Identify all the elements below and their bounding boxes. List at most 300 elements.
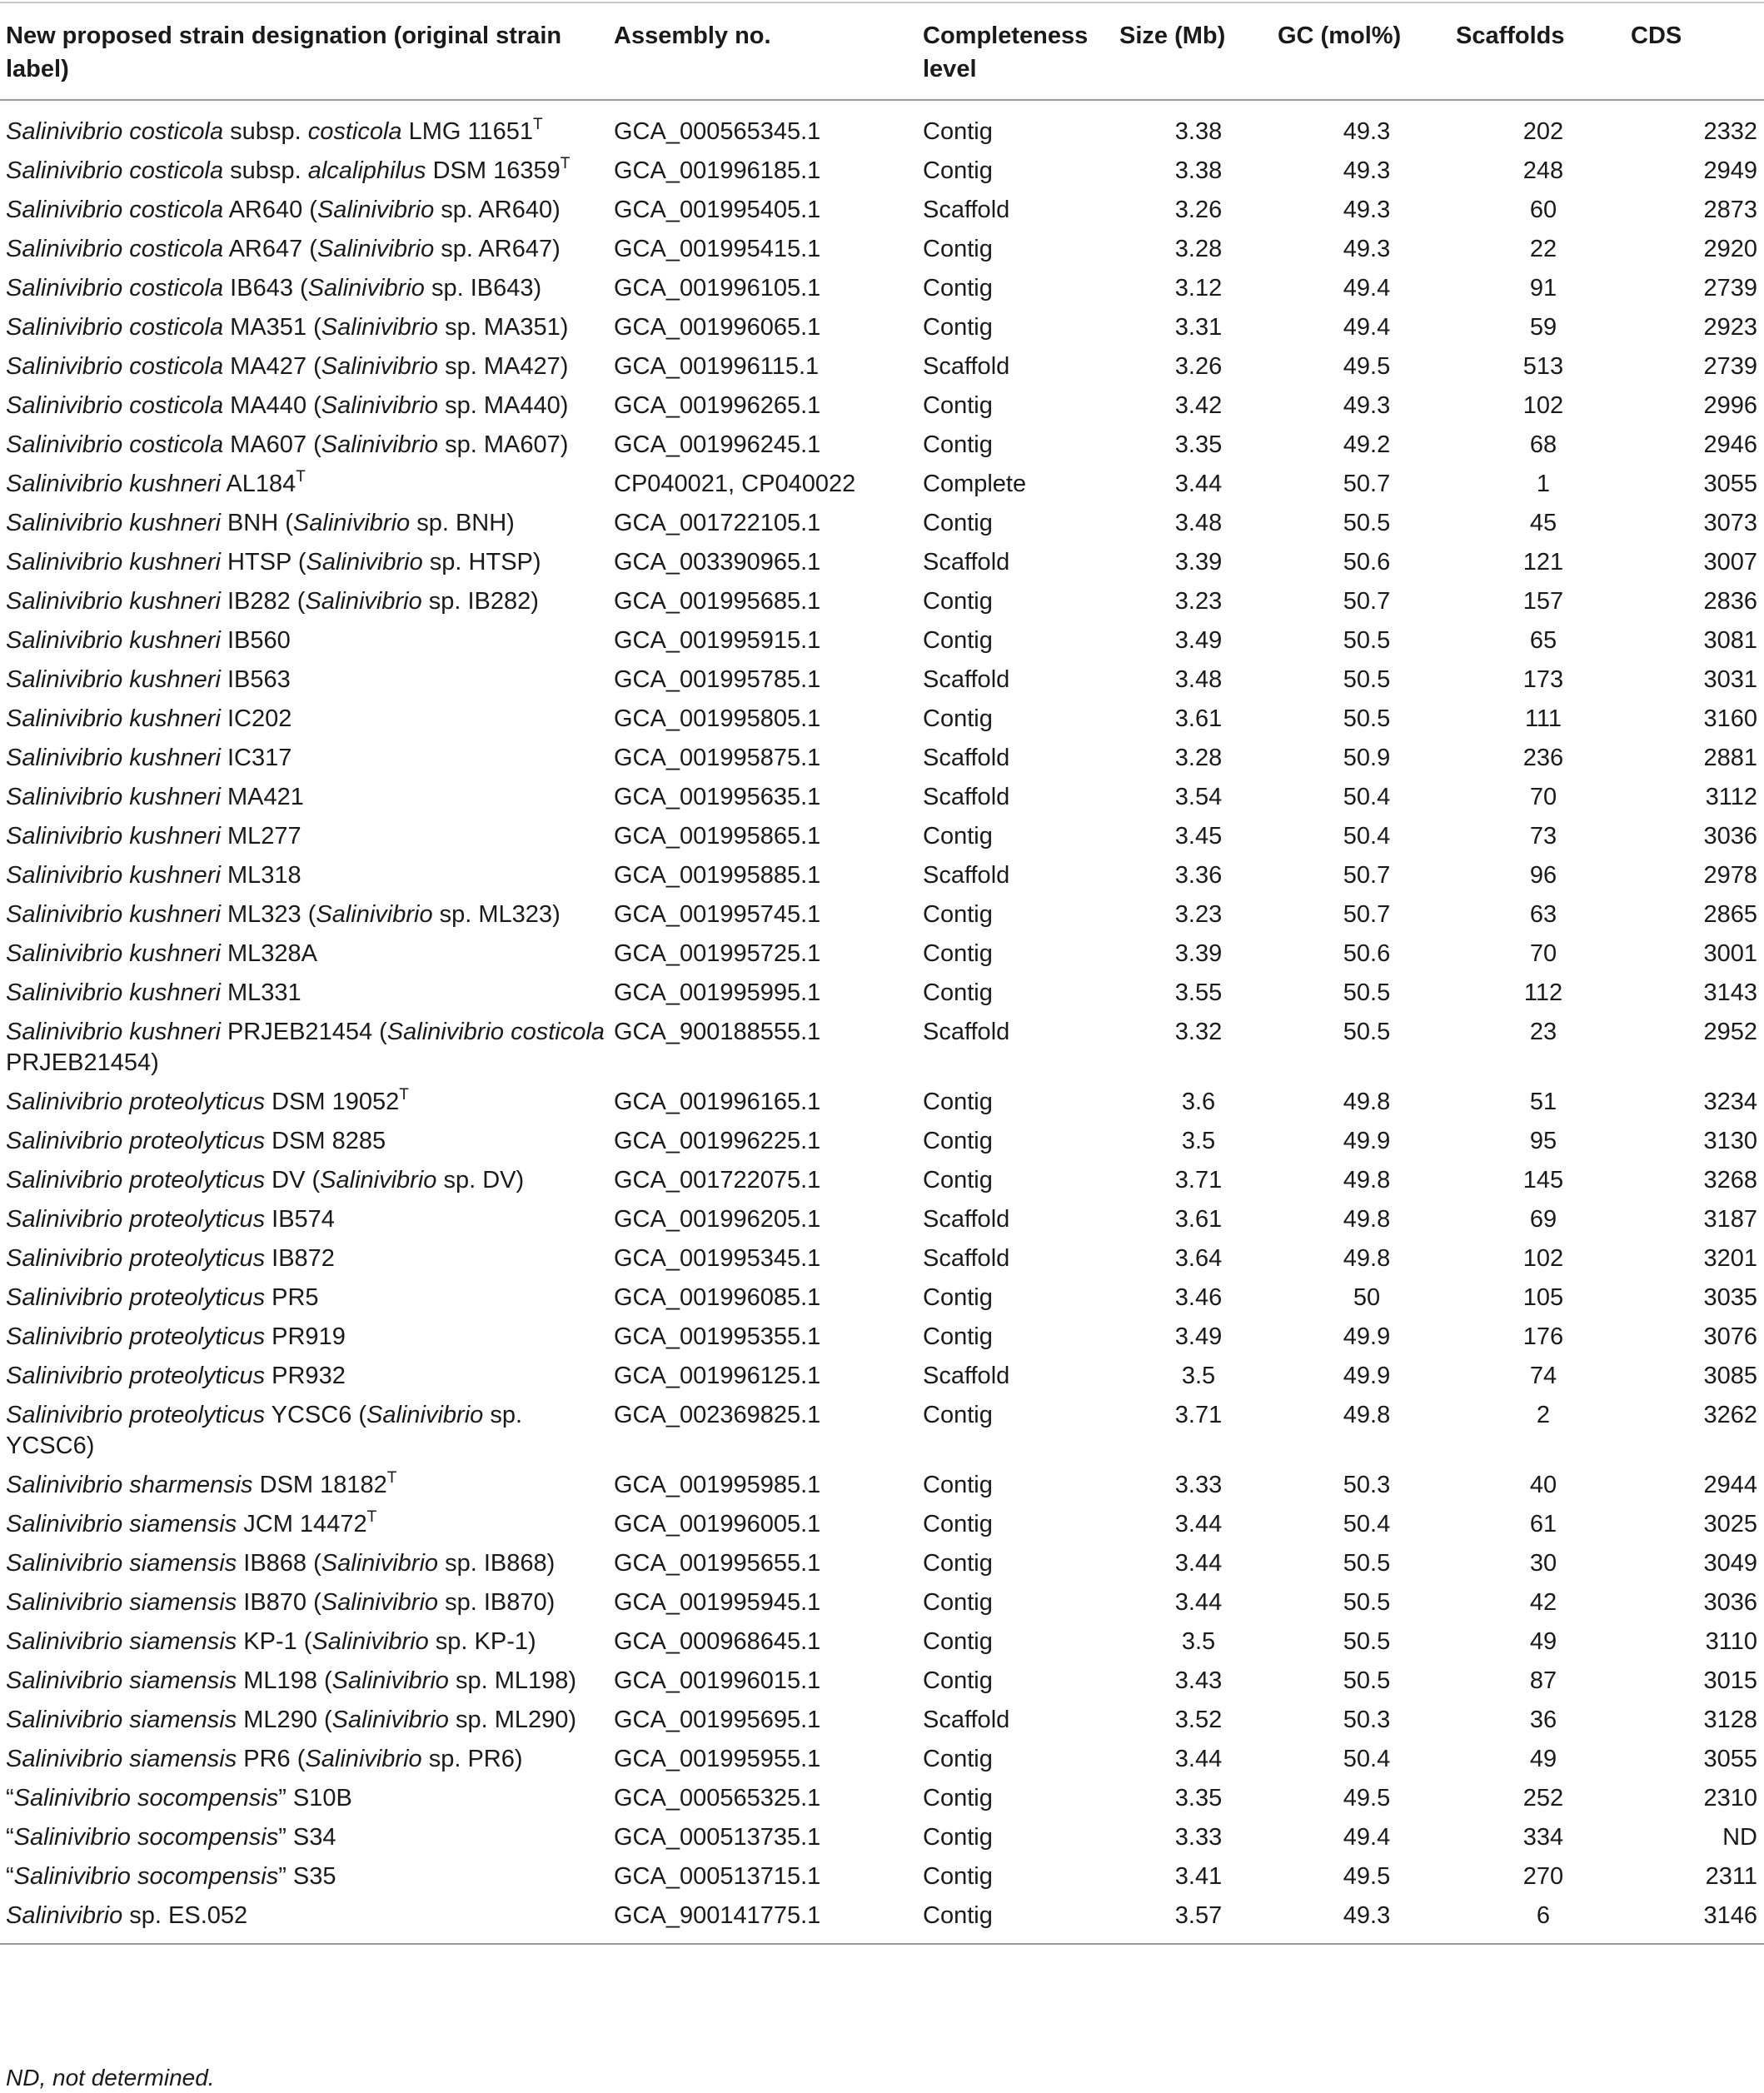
species-name: Salinivibrio proteolyticus xyxy=(6,1284,266,1311)
scaffolds-cell: 74 xyxy=(1529,1363,1557,1389)
scaffolds-cell: 59 xyxy=(1529,314,1557,341)
assembly-number-cell: GCA_001996245.1 xyxy=(614,431,821,458)
strain-text: PR919 xyxy=(265,1323,346,1350)
species-name: Salinivibrio kushneri xyxy=(6,471,221,497)
strain-designation-cell xyxy=(0,1119,614,1158)
strain-text: ” S35 xyxy=(278,1863,336,1890)
gc-cell: 49.3 xyxy=(1278,1893,1456,1944)
gc-cell: 50.5 xyxy=(1343,1550,1391,1577)
cds-cell: 2996 xyxy=(1703,392,1757,419)
completeness-cell: Contig xyxy=(923,1128,993,1154)
species-name: Salinivibrio socompensis xyxy=(13,1785,279,1811)
species-name: Salinivibrio proteolyticus xyxy=(6,1323,266,1350)
species-name: Salinivibrio xyxy=(316,901,433,928)
scaffolds-cell: 49 xyxy=(1529,1746,1557,1772)
completeness-cell: Scaffold xyxy=(923,353,1010,380)
assembly-number-cell: GCA_001995875.1 xyxy=(614,745,821,771)
size-cell: 3.49 xyxy=(1174,1323,1223,1350)
species-name: Salinivibrio kushneri xyxy=(6,979,221,1006)
type-strain-mark: T xyxy=(399,1086,409,1104)
completeness-cell: Contig xyxy=(923,275,993,301)
species-name: Salinivibrio xyxy=(321,314,439,341)
assembly-number-cell: GCA_001995725.1 xyxy=(614,940,821,967)
cds-cell: 3085 xyxy=(1703,1363,1757,1389)
assembly-number-cell: GCA_001996015.1 xyxy=(614,1667,821,1694)
assembly-number-cell: GCA_001995345.1 xyxy=(614,1245,821,1272)
table-row xyxy=(0,1541,1764,1580)
completeness-cell: Contig xyxy=(923,157,993,184)
cds-cell: 3031 xyxy=(1703,666,1757,693)
size-cell: 3.33 xyxy=(1174,1472,1223,1498)
species-name: Salinivibrio xyxy=(321,392,439,419)
species-name: Salinivibrio proteolyticus xyxy=(6,1167,266,1194)
strain-text: sp. PR6) xyxy=(421,1746,523,1772)
size-cell: 3.28 xyxy=(1174,745,1223,771)
scaffolds-cell: 70 xyxy=(1529,784,1557,810)
completeness-cell: Complete xyxy=(923,471,1027,497)
assembly-number-cell: GCA_001996115.1 xyxy=(614,353,820,380)
species-name: Salinivibrio kushneri xyxy=(6,510,221,536)
species-name: Salinivibrio costicola xyxy=(6,236,224,262)
scaffolds-cell: 112 xyxy=(1523,979,1563,1006)
strain-text: subsp. xyxy=(223,157,308,184)
species-name: Salinivibrio xyxy=(306,549,423,576)
size-cell: 3.28 xyxy=(1174,236,1223,262)
species-name: Salinivibrio xyxy=(321,1550,439,1577)
assembly-number-cell: GCA_001995695.1 xyxy=(614,1707,821,1733)
assembly-number-cell: GCA_001996005.1 xyxy=(614,1511,821,1537)
cds-cell: 3146 xyxy=(1631,1893,1764,1944)
strain-designation-cell xyxy=(0,970,614,1009)
size-cell: 3.23 xyxy=(1174,588,1223,615)
size-cell: 3.36 xyxy=(1174,862,1223,889)
strain-text: MA351 ( xyxy=(223,314,321,341)
completeness-cell: Contig xyxy=(923,1893,1119,1944)
scaffolds-cell: 111 xyxy=(1524,705,1562,732)
species-name: Salinivibrio kushneri xyxy=(6,823,221,850)
species-name: Salinivibrio xyxy=(292,510,411,536)
size-cell: 3.71 xyxy=(1174,1402,1223,1428)
size-cell: 3.44 xyxy=(1174,471,1223,497)
species-name: Salinivibrio kushneri xyxy=(6,745,221,771)
scaffolds-cell: 40 xyxy=(1529,1472,1557,1498)
assembly-number-cell: GCA_002369825.1 xyxy=(614,1402,821,1428)
header-scaffolds: Scaffolds xyxy=(1456,2,1631,100)
size-cell: 3.52 xyxy=(1174,1707,1223,1733)
strain-designation-cell xyxy=(0,1463,614,1502)
strain-text: “ xyxy=(6,1785,14,1811)
gc-cell: 49.9 xyxy=(1343,1363,1391,1389)
scaffolds-cell: 145 xyxy=(1522,1167,1564,1194)
completeness-cell: Contig xyxy=(923,1628,993,1655)
strain-text: sp. ML323) xyxy=(432,901,561,928)
scaffolds-cell: 121 xyxy=(1522,549,1564,576)
table-row xyxy=(0,148,1764,187)
scaffolds-cell: 23 xyxy=(1529,1019,1557,1045)
strain-text: HTSP ( xyxy=(220,549,306,576)
completeness-cell: Contig xyxy=(923,118,993,145)
cds-cell: 3001 xyxy=(1703,940,1757,967)
gc-cell: 49.2 xyxy=(1343,431,1391,458)
strain-text: IB643 ( xyxy=(223,275,308,301)
cds-cell: 3036 xyxy=(1703,823,1757,850)
size-cell: 3.41 xyxy=(1174,1863,1223,1890)
species-name: Salinivibrio proteolyticus xyxy=(6,1245,266,1272)
assembly-number-cell: GCA_001995915.1 xyxy=(614,627,821,654)
strain-text: sp. KP-1) xyxy=(428,1628,536,1655)
table-row xyxy=(0,1009,1764,1079)
species-name: Salinivibrio xyxy=(320,1167,437,1194)
strain-text: sp. MA607) xyxy=(438,431,569,458)
table-row xyxy=(0,931,1764,970)
species-name: Salinivibrio kushneri xyxy=(6,588,221,615)
cds-cell: 2920 xyxy=(1703,236,1757,262)
strain-text: sp. DV) xyxy=(436,1167,525,1194)
completeness-cell: Contig xyxy=(923,1284,993,1311)
size-cell: 3.38 xyxy=(1174,157,1223,184)
size-cell: 3.39 xyxy=(1174,549,1223,576)
gc-cell: 49.8 xyxy=(1343,1206,1391,1233)
type-strain-mark: T xyxy=(386,1469,397,1487)
size-cell: 3.6 xyxy=(1181,1089,1216,1115)
scaffolds-cell: 61 xyxy=(1529,1511,1557,1537)
strain-designation-cell xyxy=(0,1158,614,1197)
table-row xyxy=(0,1236,1764,1275)
species-name: Salinivibrio siamensis xyxy=(6,1628,237,1655)
species-name: Salinivibrio siamensis xyxy=(6,1511,237,1537)
cds-cell: 3160 xyxy=(1703,705,1757,732)
species-name: Salinivibrio xyxy=(311,1628,429,1655)
size-cell: 3.26 xyxy=(1174,197,1223,223)
species-name: Salinivibrio siamensis xyxy=(6,1550,237,1577)
completeness-cell: Contig xyxy=(923,392,993,419)
cds-cell: 3073 xyxy=(1703,510,1757,536)
species-name: Salinivibrio xyxy=(316,197,435,223)
gc-cell: 49.4 xyxy=(1343,314,1391,341)
gc-cell: 49.8 xyxy=(1343,1167,1391,1194)
size-cell: 3.38 xyxy=(1174,118,1223,145)
size-cell: 3.44 xyxy=(1174,1511,1223,1537)
strain-designation-cell xyxy=(0,1737,614,1776)
strain-designation-cell xyxy=(0,1079,614,1119)
species-name: Salinivibrio xyxy=(331,1667,449,1694)
completeness-cell: Contig xyxy=(923,510,993,536)
cds-cell: 2952 xyxy=(1703,1019,1757,1045)
scaffolds-cell: 91 xyxy=(1529,275,1557,301)
cds-cell: 3128 xyxy=(1703,1707,1757,1733)
strain-text: sp. IB643) xyxy=(424,275,542,301)
species-name: Salinivibrio costicola xyxy=(6,431,224,458)
strain-text: PRJEB21454) xyxy=(6,1049,159,1076)
strain-designation-cell xyxy=(0,1619,614,1658)
strain-text: sp. IB282) xyxy=(421,588,539,615)
cds-cell: 3081 xyxy=(1703,627,1757,654)
gc-cell: 49.8 xyxy=(1343,1089,1391,1115)
gc-cell: 49.4 xyxy=(1343,275,1391,301)
species-name: Salinivibrio kushneri xyxy=(6,862,221,889)
size-cell: 3.46 xyxy=(1174,1284,1223,1311)
table-row xyxy=(0,579,1764,618)
completeness-cell: Contig xyxy=(923,1550,993,1577)
cds-cell: 2310 xyxy=(1703,1785,1757,1811)
strain-designation-cell xyxy=(0,775,614,814)
species-name: Salinivibrio proteolyticus xyxy=(6,1128,266,1154)
table-row xyxy=(0,501,1764,540)
gc-cell: 50.4 xyxy=(1343,823,1391,850)
species-name: Salinivibrio kushneri xyxy=(6,1019,221,1045)
scaffolds-cell: 42 xyxy=(1529,1589,1557,1616)
species-name: Salinivibrio costicola xyxy=(6,197,224,223)
type-strain-mark: T xyxy=(296,468,306,486)
strain-text: sp. AR647) xyxy=(434,236,561,262)
cds-cell: 2739 xyxy=(1703,275,1757,301)
cds-cell: 2873 xyxy=(1703,197,1757,223)
table-row xyxy=(0,1502,1764,1541)
size-cell: 3.48 xyxy=(1174,510,1223,536)
species-name: Salinivibrio xyxy=(321,1589,439,1616)
table-row xyxy=(0,1197,1764,1236)
table-row xyxy=(0,970,1764,1009)
scaffolds-cell: 6 xyxy=(1456,1893,1631,1944)
assembly-number-cell: GCA_001996265.1 xyxy=(614,392,821,419)
strain-text: AR647 ( xyxy=(223,236,317,262)
completeness-cell: Scaffold xyxy=(923,549,1010,576)
strain-designation-cell xyxy=(0,1815,614,1854)
assembly-number-cell: GCA_001996105.1 xyxy=(614,275,821,301)
table-row xyxy=(0,696,1764,735)
strain-text: IB868 ( xyxy=(237,1550,321,1577)
gc-cell: 49.9 xyxy=(1343,1128,1391,1154)
gc-cell: 50.5 xyxy=(1343,705,1391,732)
completeness-cell: Scaffold xyxy=(923,1707,1010,1733)
scaffolds-cell: 87 xyxy=(1529,1667,1557,1694)
strain-designation-cell xyxy=(0,461,614,501)
completeness-cell: Contig xyxy=(923,1824,993,1851)
assembly-number-cell: GCA_001995885.1 xyxy=(614,862,821,889)
strain-text: MA607 ( xyxy=(223,431,321,458)
gc-cell: 50.7 xyxy=(1343,901,1391,928)
table-row xyxy=(0,735,1764,775)
strain-text: sp. YCSC6) xyxy=(6,1402,523,1459)
scaffolds-cell: 1 xyxy=(1536,471,1551,497)
assembly-number-cell: GCA_000513735.1 xyxy=(614,1824,821,1851)
table-row xyxy=(0,227,1764,266)
strain-designation-cell xyxy=(0,383,614,422)
size-cell: 3.64 xyxy=(1174,1245,1223,1272)
completeness-cell: Contig xyxy=(923,1863,993,1890)
cds-cell: 3262 xyxy=(1703,1402,1757,1428)
strain-text: IC317 xyxy=(220,745,292,771)
cds-cell: 2923 xyxy=(1703,314,1757,341)
completeness-cell: Contig xyxy=(923,314,993,341)
type-strain-mark: T xyxy=(366,1508,377,1526)
completeness-cell: Contig xyxy=(923,1746,993,1772)
assembly-number-cell: GCA_900188555.1 xyxy=(614,1019,821,1045)
cds-cell: 3049 xyxy=(1703,1550,1757,1577)
strain-designation-cell xyxy=(0,1697,614,1737)
strain-designation-cell xyxy=(0,1541,614,1580)
table-row xyxy=(0,422,1764,461)
gc-cell: 50.5 xyxy=(1343,979,1391,1006)
species-name: costicola xyxy=(307,118,402,145)
assembly-number-cell: GCA_001722105.1 xyxy=(614,510,821,536)
strain-text: ML318 xyxy=(220,862,301,889)
cds-cell: 3110 xyxy=(1705,1628,1757,1655)
table-row xyxy=(0,1158,1764,1197)
strain-text: IB872 xyxy=(265,1245,335,1272)
species-name: Salinivibrio xyxy=(307,275,425,301)
size-cell: 3.48 xyxy=(1174,666,1223,693)
cds-cell: 2881 xyxy=(1703,745,1757,771)
strain-text: ML290 ( xyxy=(237,1707,332,1733)
size-cell: 3.61 xyxy=(1174,1206,1223,1233)
cds-cell: ND xyxy=(1722,1824,1757,1851)
header-cds: CDS xyxy=(1631,2,1764,100)
table-row xyxy=(0,657,1764,696)
gc-cell: 49.3 xyxy=(1343,392,1391,419)
completeness-cell: Scaffold xyxy=(923,862,1010,889)
gc-cell: 50 xyxy=(1353,1284,1381,1311)
species-name: Salinivibrio siamensis xyxy=(6,1589,237,1616)
size-cell: 3.35 xyxy=(1174,1785,1223,1811)
strain-text: PR5 xyxy=(265,1284,319,1311)
assembly-number-cell: GCA_001995955.1 xyxy=(614,1746,821,1772)
gc-cell: 50.7 xyxy=(1343,471,1391,497)
size-cell: 3.45 xyxy=(1174,823,1223,850)
cds-cell: 3130 xyxy=(1703,1128,1757,1154)
species-name: Salinivibrio siamensis xyxy=(6,1746,237,1772)
completeness-cell: Contig xyxy=(923,1667,993,1694)
cds-cell: 3076 xyxy=(1703,1323,1757,1350)
strain-text: sp. IB870) xyxy=(438,1589,556,1616)
species-name: Salinivibrio xyxy=(321,431,439,458)
strain-designation-cell xyxy=(0,266,614,305)
species-name: Salinivibrio proteolyticus xyxy=(6,1206,266,1233)
table-row xyxy=(0,1893,1764,1944)
strain-text: IC202 xyxy=(220,705,292,732)
table-row xyxy=(0,1776,1764,1815)
scaffolds-cell: 45 xyxy=(1529,510,1557,536)
table-row xyxy=(0,853,1764,892)
table-row xyxy=(0,1119,1764,1158)
scaffolds-cell: 334 xyxy=(1522,1824,1564,1851)
strain-designation-cell xyxy=(0,1893,614,1944)
species-name: Salinivibrio kushneri xyxy=(6,705,221,732)
size-cell: 3.55 xyxy=(1174,979,1223,1006)
cds-cell: 3187 xyxy=(1703,1206,1757,1233)
strain-designation-cell xyxy=(0,422,614,461)
assembly-number-cell: GCA_001995945.1 xyxy=(614,1589,821,1616)
strain-text: MA440 ( xyxy=(223,392,321,419)
strain-designation-cell xyxy=(0,1658,614,1697)
cds-cell: 3025 xyxy=(1703,1511,1757,1537)
completeness-cell: Contig xyxy=(923,627,993,654)
table-footnote: ND, not determined. xyxy=(6,2065,215,2091)
completeness-cell: Contig xyxy=(923,1323,993,1350)
table-row xyxy=(0,1275,1764,1314)
scaffolds-cell: 70 xyxy=(1529,940,1557,967)
gc-cell: 50.5 xyxy=(1343,666,1391,693)
scaffolds-cell: 102 xyxy=(1522,392,1564,419)
completeness-cell: Contig xyxy=(923,1402,993,1428)
strain-text: sp. ES.052 xyxy=(122,1902,248,1929)
species-name: alcaliphilus xyxy=(307,157,426,184)
strain-designation-cell xyxy=(0,1776,614,1815)
table-row xyxy=(0,1314,1764,1353)
assembly-number-cell: GCA_001995405.1 xyxy=(614,197,821,223)
cds-cell: 3036 xyxy=(1703,1589,1757,1616)
strain-text: DSM 19052 xyxy=(265,1089,400,1115)
cds-cell: 3055 xyxy=(1703,1746,1757,1772)
assembly-number-cell: GCA_001995865.1 xyxy=(614,823,821,850)
header-strain-designation: New proposed strain designation (original strain label) xyxy=(0,2,614,100)
strain-designation-cell xyxy=(0,696,614,735)
strain-text: IB574 xyxy=(265,1206,335,1233)
completeness-cell: Contig xyxy=(923,901,993,928)
type-strain-mark: T xyxy=(560,155,571,172)
table-row xyxy=(0,540,1764,579)
size-cell: 3.44 xyxy=(1174,1746,1223,1772)
species-name: Salinivibrio costicola xyxy=(386,1019,605,1045)
header-completeness-level: Completeness level xyxy=(923,2,1119,100)
table-row xyxy=(0,775,1764,814)
scaffolds-cell: 63 xyxy=(1529,901,1557,928)
strain-designation-cell xyxy=(0,1009,614,1079)
species-name: Salinivibrio kushneri xyxy=(6,901,221,928)
scaffolds-cell: 73 xyxy=(1529,823,1557,850)
strain-text: MA421 xyxy=(220,784,304,810)
completeness-cell: Contig xyxy=(923,979,993,1006)
strain-text: LMG 11651 xyxy=(401,118,533,145)
size-cell: 3.57 xyxy=(1119,1893,1278,1944)
strain-text: sp. BNH) xyxy=(410,510,515,536)
table-row xyxy=(0,814,1764,853)
gc-cell: 49.5 xyxy=(1343,1863,1391,1890)
size-cell: 3.5 xyxy=(1181,1363,1216,1389)
strain-text: sp. HTSP) xyxy=(422,549,541,576)
strain-text: “ xyxy=(6,1824,14,1851)
strain-text: sp. AR640) xyxy=(434,197,561,223)
strain-text: subsp. xyxy=(223,118,308,145)
cds-cell: 2978 xyxy=(1703,862,1757,889)
scaffolds-cell: 2 xyxy=(1536,1402,1551,1428)
species-name: Salinivibrio socompensis xyxy=(13,1824,279,1851)
strain-designation-cell xyxy=(0,227,614,266)
strain-designation-cell xyxy=(0,1580,614,1619)
type-strain-mark: T xyxy=(532,116,543,133)
table-row xyxy=(0,1580,1764,1619)
completeness-cell: Contig xyxy=(923,1089,993,1115)
strain-text: IB560 xyxy=(220,627,291,654)
gc-cell: 50.9 xyxy=(1343,745,1391,771)
strain-designation-cell xyxy=(0,1197,614,1236)
size-cell: 3.42 xyxy=(1174,392,1223,419)
completeness-cell: Contig xyxy=(923,1589,993,1616)
strain-designation-cell xyxy=(0,931,614,970)
table-row xyxy=(0,1737,1764,1776)
completeness-cell: Scaffold xyxy=(923,784,1010,810)
strain-text: DV ( xyxy=(265,1167,321,1194)
scaffolds-cell: 105 xyxy=(1522,1284,1564,1311)
completeness-cell: Scaffold xyxy=(923,1019,1010,1045)
gc-cell: 50.5 xyxy=(1343,1589,1391,1616)
assembly-number-cell: GCA_001996205.1 xyxy=(614,1206,821,1233)
scaffolds-cell: 202 xyxy=(1522,118,1564,145)
strain-text: sp. ML290) xyxy=(448,1707,577,1733)
size-cell: 3.49 xyxy=(1174,627,1223,654)
strain-text: JCM 14472 xyxy=(237,1511,367,1537)
assembly-number-cell: GCA_001996185.1 xyxy=(614,157,821,184)
